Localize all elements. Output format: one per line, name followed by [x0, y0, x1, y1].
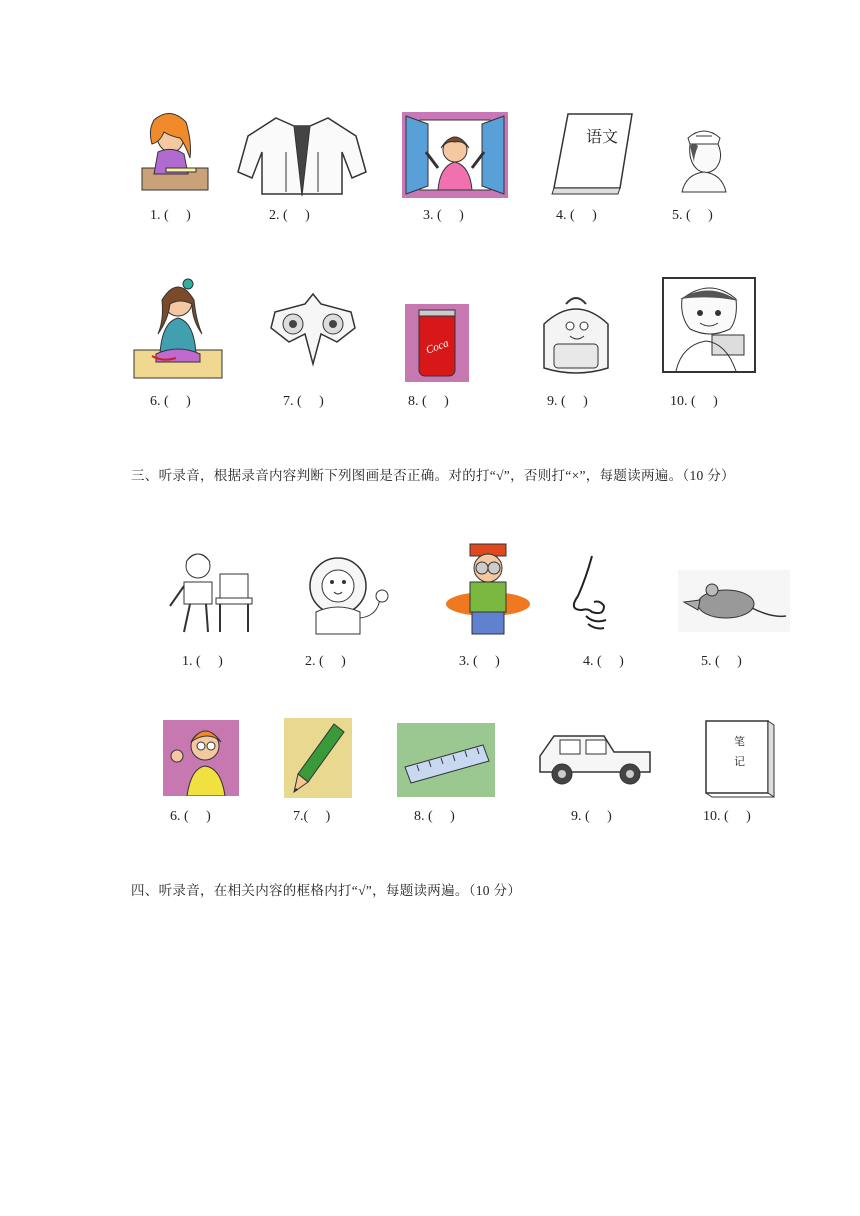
notebook-title-top: 笔 — [734, 735, 745, 748]
notebook-picture — [700, 717, 778, 799]
s3-answer-7[interactable]: 7.( ) — [293, 809, 331, 824]
nose-picture — [570, 552, 618, 636]
s3-answer-10[interactable]: 10. ( ) — [703, 809, 751, 824]
s3-answer-1[interactable]: 1. ( ) — [182, 654, 223, 669]
s2-answer-7[interactable]: 7. ( ) — [283, 394, 324, 409]
boy-waving-picture — [163, 720, 239, 796]
jacket-picture — [236, 112, 368, 198]
pencil-picture — [284, 718, 352, 798]
s3-answer-4[interactable]: 4. ( ) — [583, 654, 624, 669]
s3-answer-6[interactable]: 6. ( ) — [170, 809, 211, 824]
s2-answer-1[interactable]: 1. ( ) — [150, 208, 191, 223]
boy-with-binoculars-picture — [442, 540, 534, 640]
cola-can-picture — [405, 304, 469, 382]
chinese-book-picture — [536, 110, 638, 200]
s2-answer-8[interactable]: 8. ( ) — [408, 394, 449, 409]
s2-answer-9[interactable]: 9. ( ) — [547, 394, 588, 409]
girl-writing-picture — [136, 112, 214, 194]
boy-calculator-picture — [662, 277, 756, 373]
s2-answer-6[interactable]: 6. ( ) — [150, 394, 191, 409]
s3-answer-2[interactable]: 2. ( ) — [305, 654, 346, 669]
s3-answer-8[interactable]: 8. ( ) — [414, 809, 455, 824]
nurse-picture — [676, 124, 732, 194]
s3-answer-5[interactable]: 5. ( ) — [701, 654, 742, 669]
girl-at-window-picture — [402, 112, 508, 198]
s3-answer-3[interactable]: 3. ( ) — [459, 654, 500, 669]
can-brand-text: Coca — [424, 337, 451, 357]
section-four-heading: 四、听录音，在相关内容的框格内打“√”，每题读两遍。（10 分） — [131, 883, 522, 898]
book-title-text: 语文 — [586, 127, 619, 146]
girl-sewing-picture — [132, 274, 224, 380]
ruler-picture — [397, 723, 495, 797]
s3-answer-9[interactable]: 9. ( ) — [571, 809, 612, 824]
s2-answer-10[interactable]: 10. ( ) — [670, 394, 718, 409]
notebook-title-bottom: 记 — [734, 755, 745, 768]
s2-answer-4[interactable]: 4. ( ) — [556, 208, 597, 223]
schoolbag-picture — [536, 294, 618, 378]
mouse-picture — [678, 570, 790, 632]
lion-picture — [298, 552, 392, 638]
boy-with-chair-picture — [166, 548, 256, 636]
s2-answer-3[interactable]: 3. ( ) — [423, 208, 464, 223]
kite-picture — [268, 290, 358, 368]
s2-answer-5[interactable]: 5. ( ) — [672, 208, 713, 223]
jeep-picture — [530, 716, 662, 788]
section-three-heading: 三、听录音，根据录音内容判断下列图画是否正确。对的打“√”，否则打“×”，每题读两遍。（10 分） — [131, 468, 735, 483]
s2-answer-2[interactable]: 2. ( ) — [269, 208, 310, 223]
